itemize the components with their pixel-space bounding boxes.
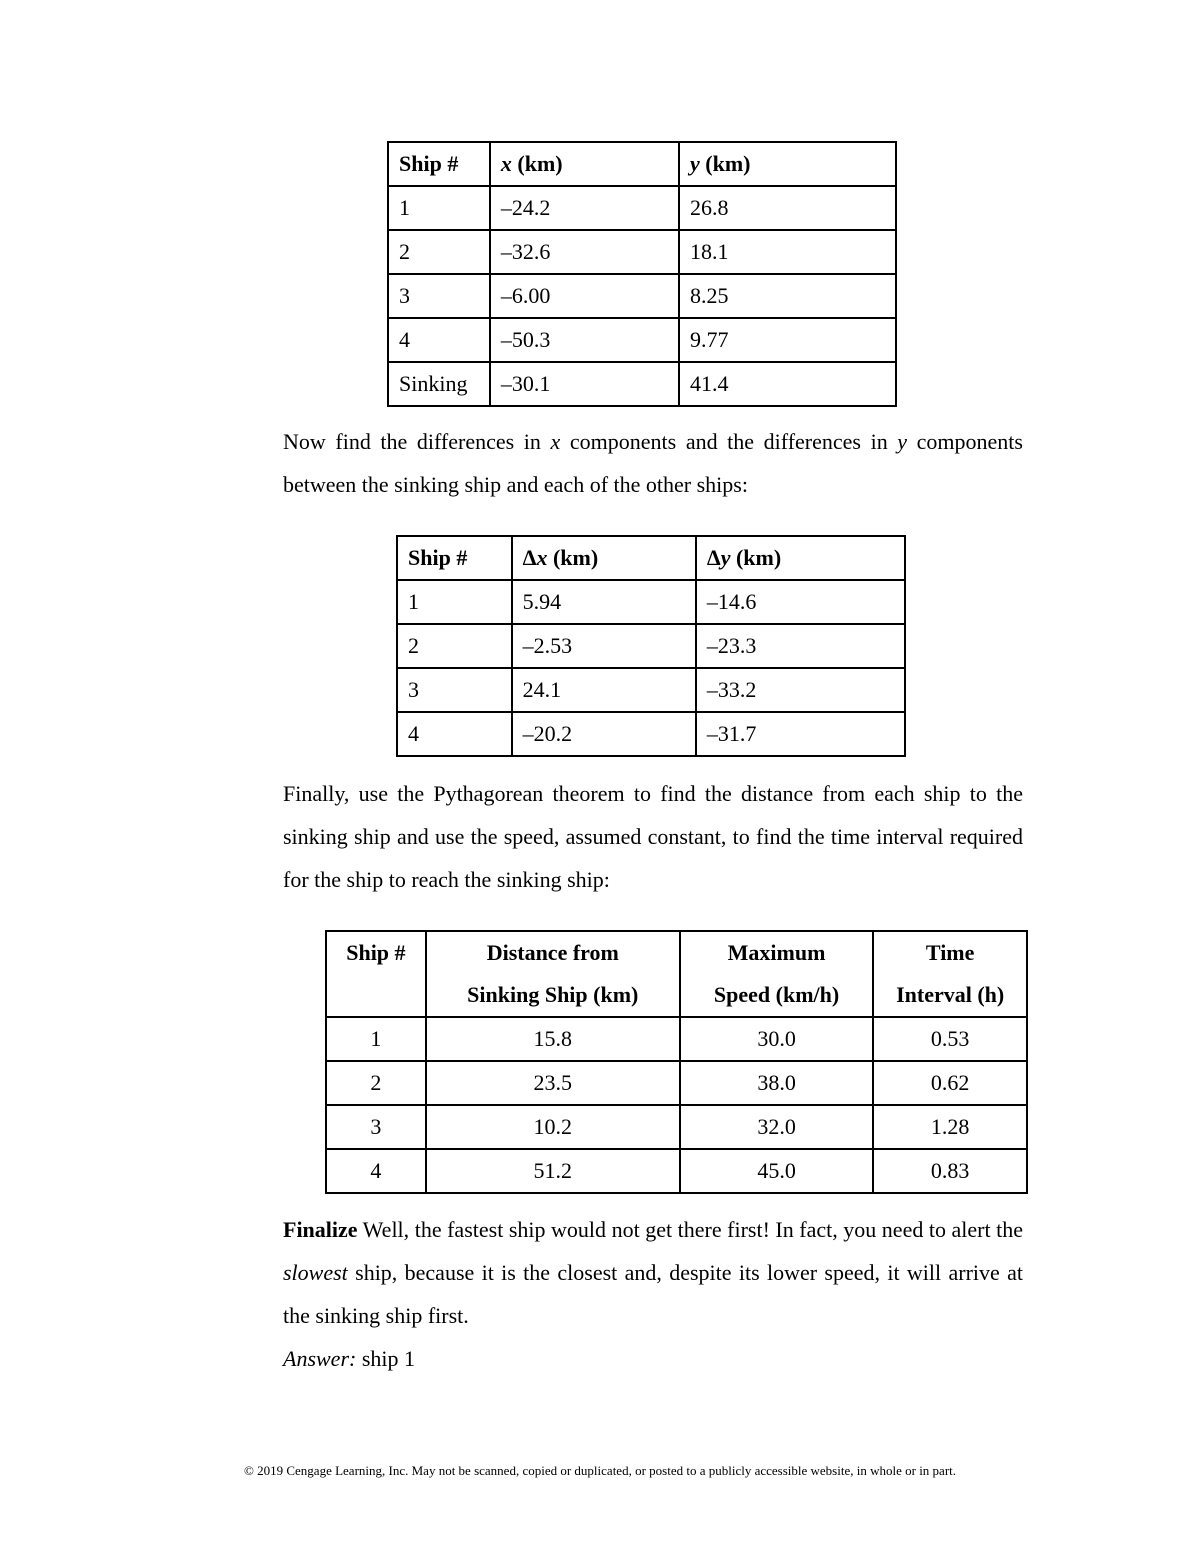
header-speed — [680, 931, 874, 1017]
text-segment: components and the differences in — [560, 429, 898, 454]
ship-positions-table — [387, 141, 897, 407]
header-y-var: y — [690, 151, 700, 176]
cell-ship: 1 — [397, 580, 512, 624]
cell-ship: 4 — [397, 712, 512, 756]
header-ship: Ship # — [388, 142, 490, 186]
emphasis-slowest: slowest — [283, 1260, 348, 1285]
cell-x: –6.00 — [490, 274, 679, 318]
cell-dx: –20.2 — [512, 712, 696, 756]
cell-time: 0.83 — [873, 1149, 1027, 1193]
header-ship — [326, 931, 426, 1017]
table-row — [397, 712, 905, 756]
cell-dy: –33.2 — [696, 668, 905, 712]
cell-y: 26.8 — [679, 186, 896, 230]
answer-value: ship 1 — [356, 1346, 416, 1371]
header-ship-label: Ship # — [346, 940, 406, 965]
cell-distance: 15.8 — [426, 1017, 680, 1061]
table-header-row — [326, 931, 1027, 1017]
table-row — [397, 668, 905, 712]
header-dy — [696, 536, 905, 580]
cell-ship: 3 — [397, 668, 512, 712]
text-segment: components between the sinking ship and each of the other ships: — [283, 429, 1023, 497]
cell-ship: 3 — [326, 1105, 426, 1149]
cell-dx: 24.1 — [512, 668, 696, 712]
cell-time: 0.53 — [873, 1017, 1027, 1061]
var-x: x — [550, 429, 561, 454]
table-row — [388, 186, 896, 230]
pythagorean-paragraph: Finally, use the Pythagorean theorem to find the distance from each ship to the sinking ship and use the speed, assumed constant, to find the time interval required for the ship to reach the sinking ship: — [283, 781, 1023, 892]
cell-ship: 2 — [397, 624, 512, 668]
differences-paragraph — [283, 420, 1023, 506]
delta-symbol: Δ — [706, 545, 721, 570]
text-segment: Well, the fastest ship would not get there first! In fact, you need to alert the — [357, 1217, 1023, 1242]
cell-time: 0.62 — [873, 1061, 1027, 1105]
table-header-row — [397, 536, 905, 580]
cell-distance: 10.2 — [426, 1105, 680, 1149]
table-header-row — [388, 142, 896, 186]
table-row — [388, 318, 896, 362]
copyright-footer: © 2019 Cengage Learning, Inc. May not be scanned, copied or duplicated, or posted to a publicly accessible website, in whole or in part. — [243, 1463, 957, 1478]
table-row — [397, 624, 905, 668]
header-dy-unit: (km) — [730, 545, 782, 570]
cell-dx: –2.53 — [512, 624, 696, 668]
header-speed-line1: Maximum — [727, 940, 826, 965]
cell-ship: 3 — [388, 274, 490, 318]
ship-differences-table — [396, 535, 906, 757]
delta-symbol: Δ — [522, 545, 537, 570]
table-row — [397, 580, 905, 624]
header-time-line2: Interval (h) — [896, 982, 1005, 1007]
text-segment: ship, because it is the closest and, despite its lower speed, it will arrive at the sinking ship first. — [283, 1260, 1023, 1328]
header-distance — [426, 931, 680, 1017]
header-time-line1: Time — [925, 940, 975, 965]
header-distance-line1: Distance from — [486, 940, 619, 965]
cell-dy: –14.6 — [696, 580, 905, 624]
header-y — [679, 142, 896, 186]
time-interval-table — [325, 930, 1028, 1194]
answer-line — [283, 1337, 1023, 1380]
cell-ship: Sinking — [388, 362, 490, 406]
cell-x: –24.2 — [490, 186, 679, 230]
header-distance-line2: Sinking Ship (km) — [467, 982, 639, 1007]
cell-speed: 45.0 — [680, 1149, 874, 1193]
table-row — [326, 1061, 1027, 1105]
cell-y: 9.77 — [679, 318, 896, 362]
cell-time: 1.28 — [873, 1105, 1027, 1149]
cell-y: 18.1 — [679, 230, 896, 274]
header-y-unit: (km) — [699, 151, 751, 176]
header-dy-var: y — [720, 545, 731, 570]
cell-ship: 4 — [326, 1149, 426, 1193]
table-row — [388, 230, 896, 274]
cell-distance: 23.5 — [426, 1061, 680, 1105]
cell-speed: 32.0 — [680, 1105, 874, 1149]
header-speed-line2: Speed (km/h) — [713, 982, 840, 1007]
var-y: y — [897, 429, 908, 454]
cell-x: –32.6 — [490, 230, 679, 274]
finalize-label: Finalize — [283, 1217, 358, 1242]
cell-speed: 38.0 — [680, 1061, 874, 1105]
cell-speed: 30.0 — [680, 1017, 874, 1061]
cell-x: –50.3 — [490, 318, 679, 362]
table-row — [388, 274, 896, 318]
cell-y: 8.25 — [679, 274, 896, 318]
cell-dx: 5.94 — [512, 580, 696, 624]
header-x-unit: (km) — [511, 151, 563, 176]
header-dx — [512, 536, 696, 580]
cell-ship: 1 — [388, 186, 490, 230]
cell-ship: 4 — [388, 318, 490, 362]
header-x — [490, 142, 679, 186]
table-row — [326, 1149, 1027, 1193]
header-ship: Ship # — [397, 536, 512, 580]
cell-dy: –23.3 — [696, 624, 905, 668]
header-dx-var: x — [536, 545, 548, 570]
header-dx-unit: (km) — [547, 545, 599, 570]
cell-distance: 51.2 — [426, 1149, 680, 1193]
cell-ship: 1 — [326, 1017, 426, 1061]
answer-label: Answer: — [283, 1346, 357, 1371]
cell-ship: 2 — [388, 230, 490, 274]
cell-y: 41.4 — [679, 362, 896, 406]
table-row — [388, 362, 896, 406]
cell-x: –30.1 — [490, 362, 679, 406]
table-row — [326, 1105, 1027, 1149]
finalize-paragraph — [283, 1208, 1023, 1337]
table-row — [326, 1017, 1027, 1061]
text-segment: Now find the differences in — [283, 429, 551, 454]
header-time — [873, 931, 1027, 1017]
cell-dy: –31.7 — [696, 712, 905, 756]
cell-ship: 2 — [326, 1061, 426, 1105]
header-x-var: x — [500, 151, 512, 176]
